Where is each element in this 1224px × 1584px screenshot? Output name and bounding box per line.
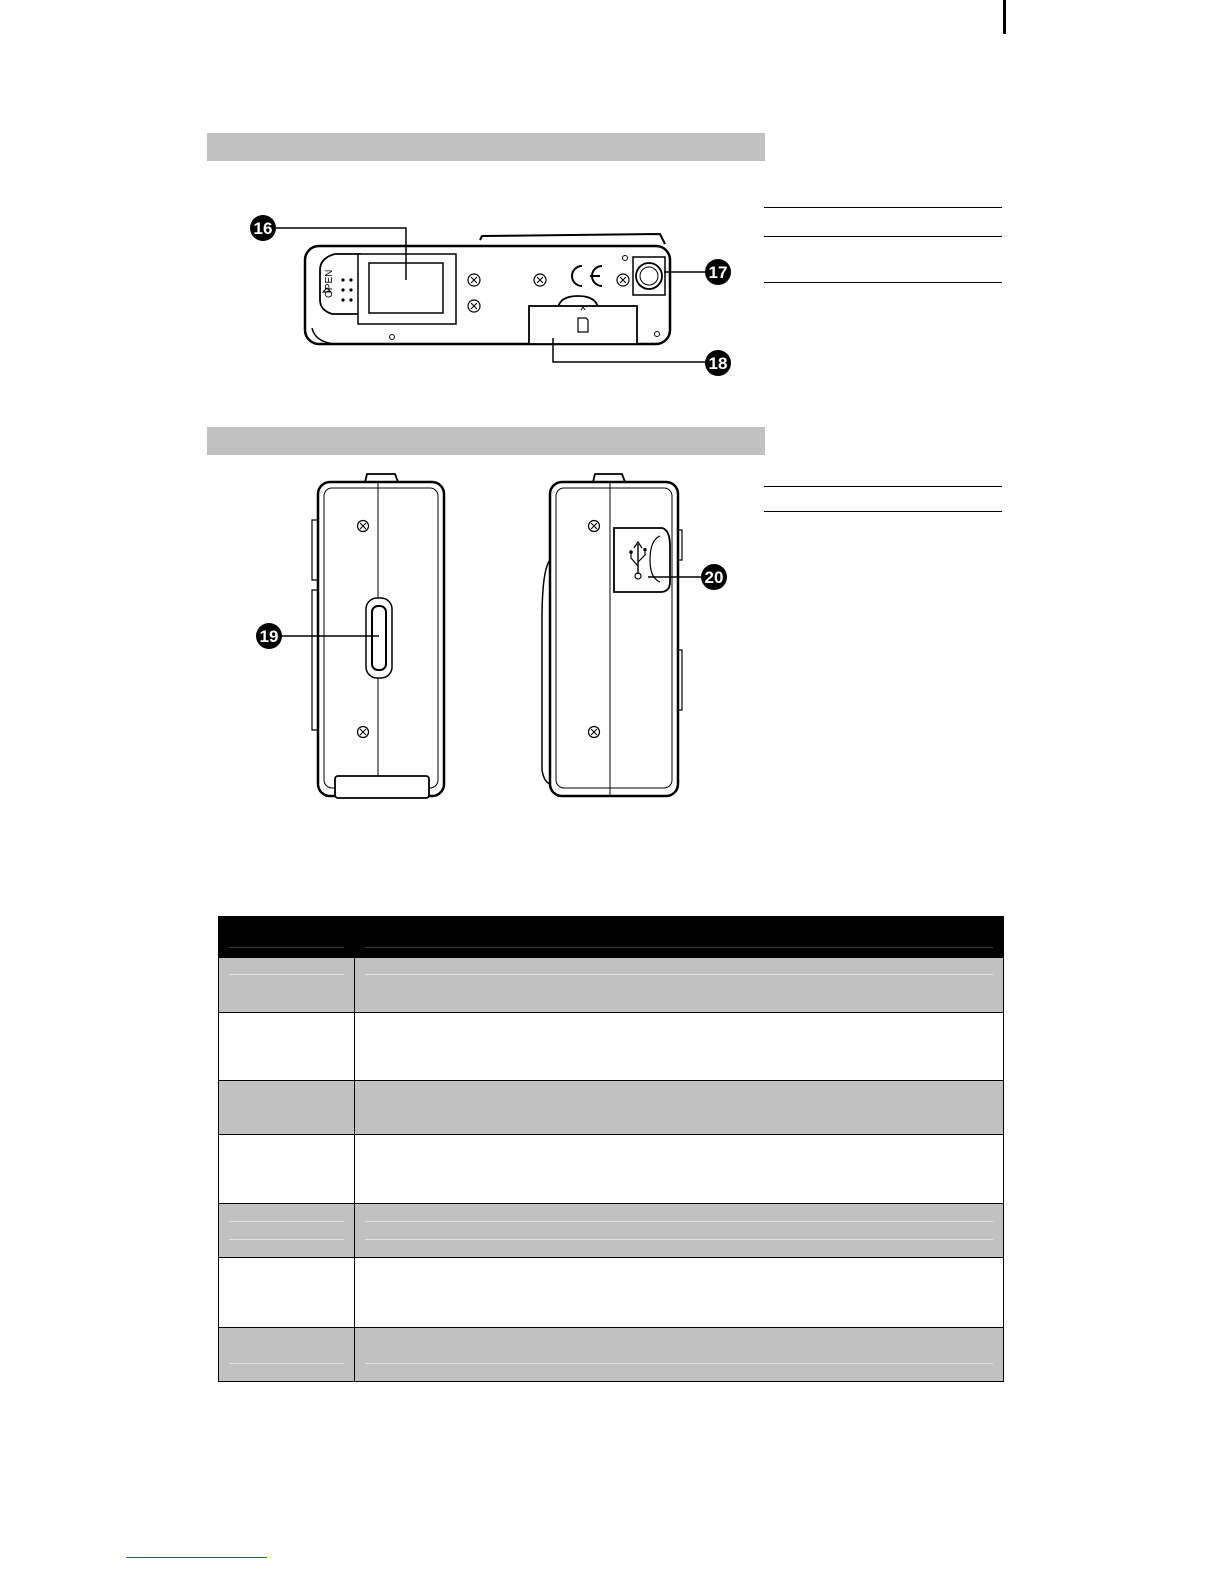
svg-text:OPEN: OPEN xyxy=(324,269,335,298)
table-cell xyxy=(355,1258,1004,1328)
table-row xyxy=(219,1258,1004,1328)
table-cell xyxy=(219,1258,355,1328)
table-row xyxy=(219,1328,1004,1382)
table-cell xyxy=(355,1081,1004,1135)
table-cell xyxy=(355,1204,1004,1258)
page-top-mark xyxy=(1003,0,1006,34)
footer-link-underline[interactable] xyxy=(126,1557,267,1558)
screw-icon xyxy=(358,521,369,532)
svg-text:19: 19 xyxy=(259,627,279,646)
section-header-bar-side-views xyxy=(207,427,765,455)
table-cell xyxy=(219,1328,355,1382)
camera-right-side-view xyxy=(542,474,682,796)
table-cell xyxy=(355,958,1004,1013)
table-row xyxy=(219,1081,1004,1135)
camera-top-edge xyxy=(480,234,665,244)
callout-16 xyxy=(250,215,276,241)
svg-text:16: 16 xyxy=(253,219,273,238)
table-cell xyxy=(355,1013,1004,1081)
screw-icon xyxy=(617,274,629,286)
features-table xyxy=(218,916,1004,1382)
table-cell xyxy=(355,1135,1004,1204)
table-row xyxy=(219,1135,1004,1204)
table-cell xyxy=(219,1204,355,1258)
svg-text:20: 20 xyxy=(704,568,724,587)
camera-side-views-figure xyxy=(250,470,750,800)
text-rule xyxy=(764,282,1002,283)
table-row xyxy=(219,1204,1004,1258)
callout-19 xyxy=(256,623,282,649)
screw-icon xyxy=(358,727,369,738)
table-cell xyxy=(219,1013,355,1081)
screw-icon xyxy=(468,300,480,312)
text-rule xyxy=(764,236,1002,237)
screw-icon xyxy=(589,521,600,532)
table-header-cell xyxy=(219,917,355,958)
table-cell xyxy=(219,1135,355,1204)
camera-bottom-view-figure xyxy=(240,210,760,390)
table-header-row xyxy=(219,917,1004,958)
table-cell xyxy=(219,1081,355,1135)
callout-20 xyxy=(701,564,727,590)
section-header-bar-bottom-view xyxy=(207,133,765,161)
card-slot-cover xyxy=(529,306,637,344)
table-row xyxy=(219,1013,1004,1081)
svg-text:18: 18 xyxy=(708,354,728,373)
text-rule xyxy=(764,207,1002,208)
svg-text:17: 17 xyxy=(708,263,728,282)
open-label xyxy=(324,270,335,298)
screw-icon xyxy=(534,274,546,286)
text-rule xyxy=(764,486,1002,487)
table-header-cell xyxy=(355,917,1004,958)
usb-terminal-cover xyxy=(614,528,670,592)
text-rule xyxy=(764,511,1002,512)
table-cell xyxy=(219,958,355,1013)
callout-17 xyxy=(705,259,731,285)
table-cell xyxy=(355,1328,1004,1382)
screw-icon xyxy=(589,727,600,738)
callout-18 xyxy=(705,350,731,376)
table-row xyxy=(219,958,1004,1013)
screw-icon xyxy=(468,274,480,286)
